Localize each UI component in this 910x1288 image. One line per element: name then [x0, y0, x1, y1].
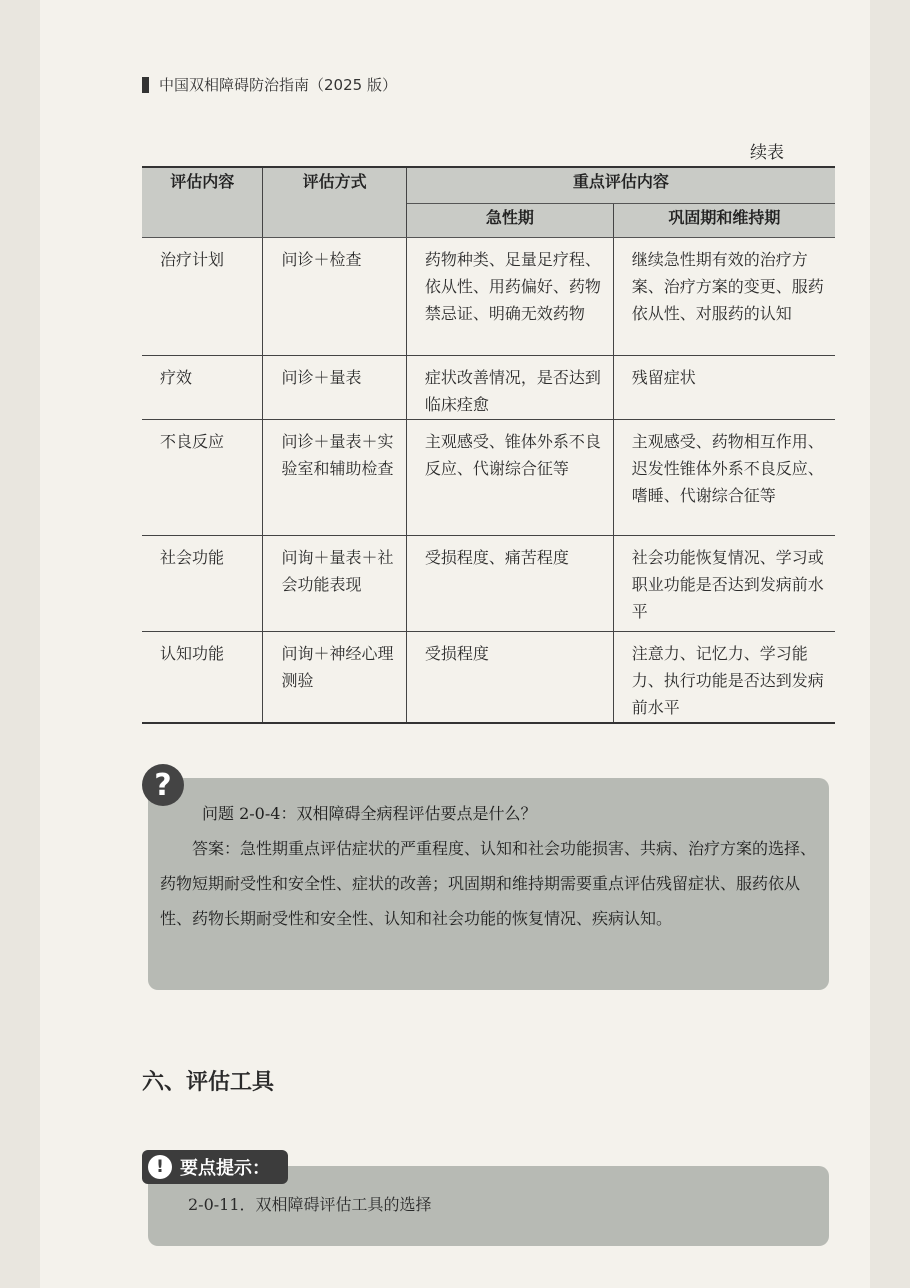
table-row	[142, 419, 835, 535]
header-title: 中国双相障碍防治指南（2025 版）	[159, 76, 397, 94]
cell-acute: 受损程度、痛苦程度	[406, 535, 613, 631]
cell-maintenance: 主观感受、药物相互作用、迟发性锥体外系不良反应、嗜睡、代谢综合征等	[631, 431, 824, 505]
header-acute: 急性期	[406, 203, 613, 237]
header-bar	[142, 77, 149, 93]
cell-acute: 主观感受、锥体外系不良反应、代谢综合征等	[406, 419, 613, 535]
cell-maintenance: 残留症状	[631, 367, 696, 387]
cell-acute: 症状改善情况，是否达到临床痊愈	[406, 355, 613, 419]
cell-method: 问询＋神经心理测验	[263, 631, 406, 723]
table-row	[142, 355, 835, 419]
tip-label-text: 要点提示：	[180, 1158, 270, 1179]
tip-text: 2-0-11．双相障碍评估工具的选择	[188, 1195, 432, 1214]
cell-method: 问诊＋量表＋实验室和辅助检查	[263, 419, 406, 535]
qa-question: 问题 2-0-4：双相障碍全病程评估要点是什么？	[202, 804, 537, 823]
cell-method: 问询＋量表＋社会功能表现	[263, 535, 406, 631]
question-icon: ?	[142, 764, 184, 806]
cell-content: 认知功能	[142, 631, 263, 723]
table-row	[142, 237, 835, 355]
cell-acute: 受损程度	[406, 631, 613, 723]
header-content: 评估内容	[142, 167, 263, 237]
qa-box	[148, 778, 829, 990]
header-key-content: 重点评估内容	[406, 167, 835, 203]
table-row	[142, 535, 835, 631]
cell-method: 问诊＋检查	[263, 237, 406, 355]
assessment-table	[142, 166, 835, 724]
cell-content: 治疗计划	[142, 237, 263, 355]
header-maintenance: 巩固期和维持期	[613, 203, 835, 237]
qa-answer: 答案：急性期重点评估症状的严重程度、认知和社会功能损害、共病、治疗方案的选择、药物短期耐受性和安全性、症状的改善；巩固期和维持期需要重点评估残留症状、服药依从性、药物长期耐受性和安全性、认知和社会功能的恢复情况、疾病认知。	[160, 839, 817, 928]
table-row	[142, 631, 835, 723]
exclamation-icon: !	[148, 1155, 172, 1179]
section-title: 六、评估工具	[142, 1069, 275, 1095]
cell-acute: 药物种类、足量足疗程、依从性、用药偏好、药物禁忌证、明确无效药物	[406, 237, 613, 355]
tip-label	[142, 1150, 288, 1184]
cell-content: 社会功能	[142, 535, 263, 631]
cell-content: 疗效	[142, 355, 263, 419]
cell-maintenance: 社会功能恢复情况、学习或职业功能是否达到发病前水平	[631, 547, 824, 621]
cell-maintenance: 继续急性期有效的治疗方案、治疗方案的变更、服药依从性、对服药的认知	[631, 249, 824, 323]
cell-content: 不良反应	[142, 419, 263, 535]
continued-label: 续表	[750, 143, 784, 163]
running-header	[142, 74, 397, 95]
cell-maintenance: 注意力、记忆力、学习能力、执行功能是否达到发病前水平	[631, 643, 824, 717]
cell-method: 问诊＋量表	[263, 355, 406, 419]
header-method: 评估方式	[263, 167, 406, 237]
